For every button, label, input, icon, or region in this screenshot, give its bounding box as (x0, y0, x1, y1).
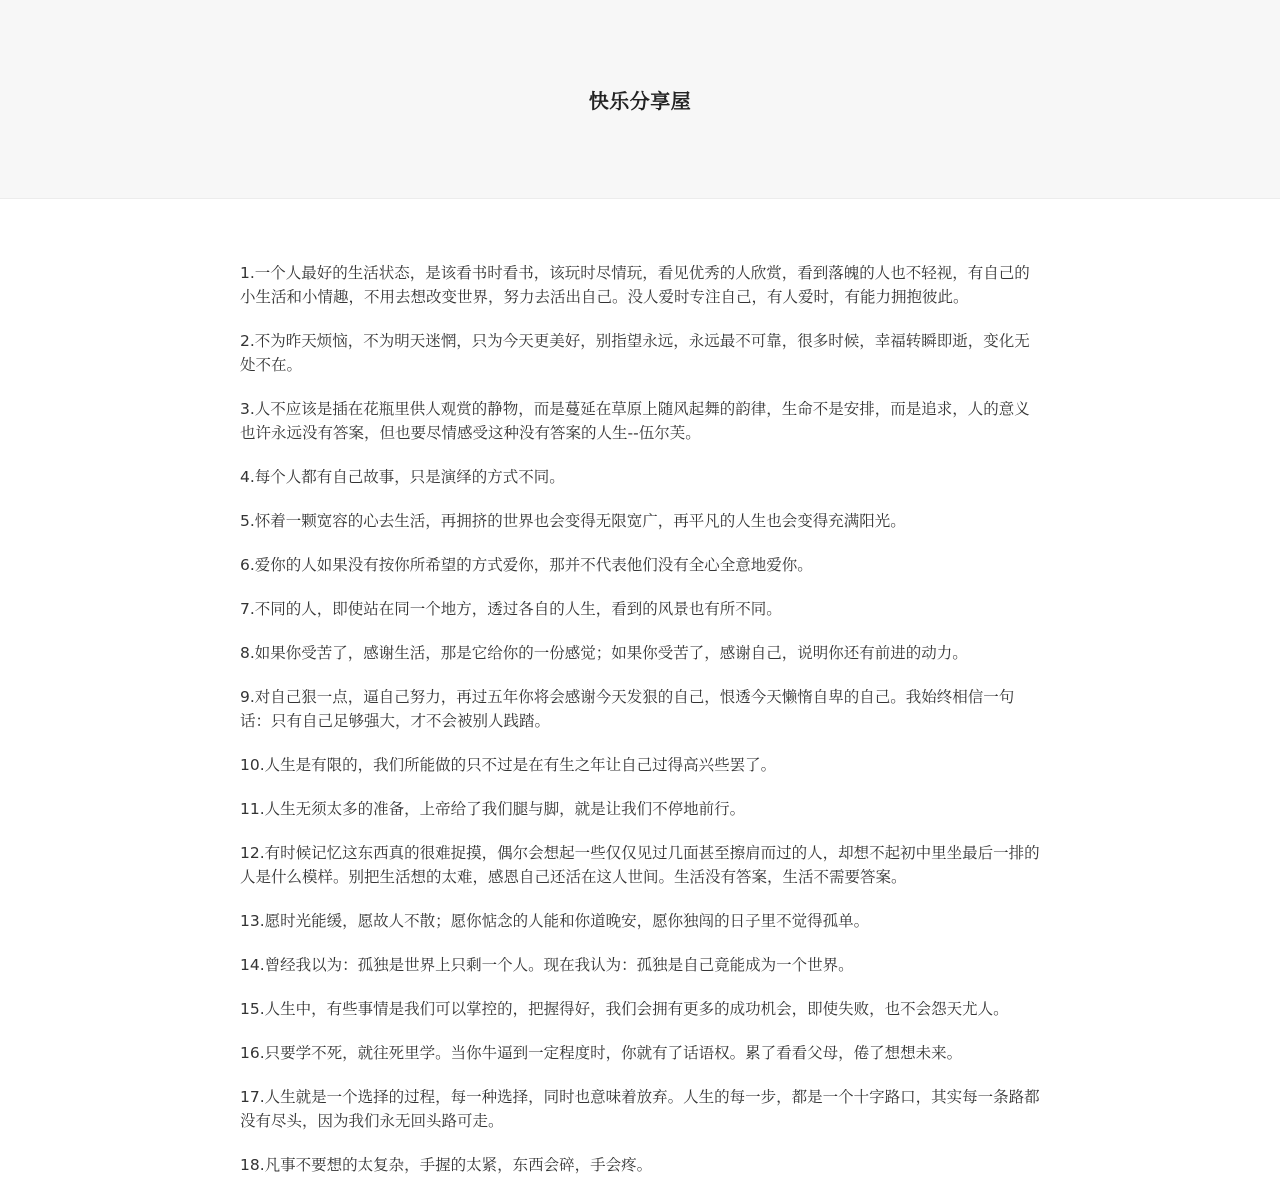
quote-item-18: 18.凡事不要想的太复杂，手握的太紧，东西会碎，手会疼。 (240, 1156, 653, 1174)
site-header (0, 0, 1280, 199)
quote-item-6: 6.爱你的人如果没有按你所希望的方式爱你，那并不代表他们没有全心全意地爱你。 (240, 556, 813, 574)
quote-item-9: 9.对自己狠一点，逼自己努力，再过五年你将会感谢今天发狠的自己，恨透今天懒惰自卑的自己。我始终相信一句话：只有自己足够强大，才不会被别人践踏。 (240, 688, 1015, 730)
quote-item-11: 11.人生无须太多的准备，上帝给了我们腿与脚，就是让我们不停地前行。 (240, 800, 746, 818)
quote-item-8: 8.如果你受苦了，感谢生活，那是它给你的一份感觉；如果你受苦了，感谢自己，说明你还有前进的动力。 (240, 644, 968, 662)
quote-item-14: 14.曾经我以为：孤独是世界上只剩一个人。现在我认为：孤独是自己竟能成为一个世界。 (240, 956, 854, 974)
quote-item-7: 7.不同的人，即使站在同一个地方，透过各自的人生，看到的风景也有所不同。 (240, 600, 782, 618)
quote-item-13: 13.愿时光能缓，愿故人不散；愿你惦念的人能和你道晚安，愿你独闯的日子里不觉得孤单。 (240, 912, 870, 930)
quote-item-1: 1.一个人最好的生活状态，是该看书时看书，该玩时尽情玩，看见优秀的人欣赏，看到落魄的人也不轻视，有自己的小生活和小情趣，不用去想改变世界，努力去活出自己。没人爱时专注自己，有人爱时，有能力拥抱彼此。 (240, 264, 1030, 306)
quote-item-15: 15.人生中，有些事情是我们可以掌控的，把握得好，我们会拥有更多的成功机会，即使失败，也不会怨天尤人。 (240, 1000, 1009, 1018)
quote-item-10: 10.人生是有限的，我们所能做的只不过是在有生之年让自己过得高兴些罢了。 (240, 756, 777, 774)
site-title: 快乐分享屋 (588, 89, 692, 113)
quote-item-2: 2.不为昨天烦恼，不为明天迷惘，只为今天更美好，别指望永远，永远最不可靠，很多时候，幸福转瞬即逝，变化无处不在。 (240, 332, 1030, 374)
article-content (240, 199, 1040, 1177)
quote-item-3: 3.人不应该是插在花瓶里供人观赏的静物，而是蔓延在草原上随风起舞的韵律，生命不是安排，而是追求，人的意义也许永远没有答案，但也要尽情感受这种没有答案的人生--伍尔芙。 (240, 400, 1030, 442)
quote-item-16: 16.只要学不死，就往死里学。当你牛逼到一定程度时，你就有了话语权。累了看看父母，倦了想想未来。 (240, 1044, 963, 1062)
quote-item-4: 4.每个人都有自己故事，只是演绎的方式不同。 (240, 468, 565, 486)
quote-item-17: 17.人生就是一个选择的过程，每一种选择，同时也意味着放弃。人生的每一步，都是一个十字路口，其实每一条路都没有尽头，因为我们永无回头路可走。 (240, 1088, 1040, 1130)
quote-item-5: 5.怀着一颗宽容的心去生活，再拥挤的世界也会变得无限宽广，再平凡的人生也会变得充满阳光。 (240, 512, 906, 530)
quote-item-12: 12.有时候记忆这东西真的很难捉摸，偶尔会想起一些仅仅见过几面甚至擦肩而过的人，却想不起初中里坐最后一排的人是什么模样。别把生活想的太难，感恩自己还活在这人世间。生活没有答案，生活不需要答案。 (240, 844, 1040, 886)
